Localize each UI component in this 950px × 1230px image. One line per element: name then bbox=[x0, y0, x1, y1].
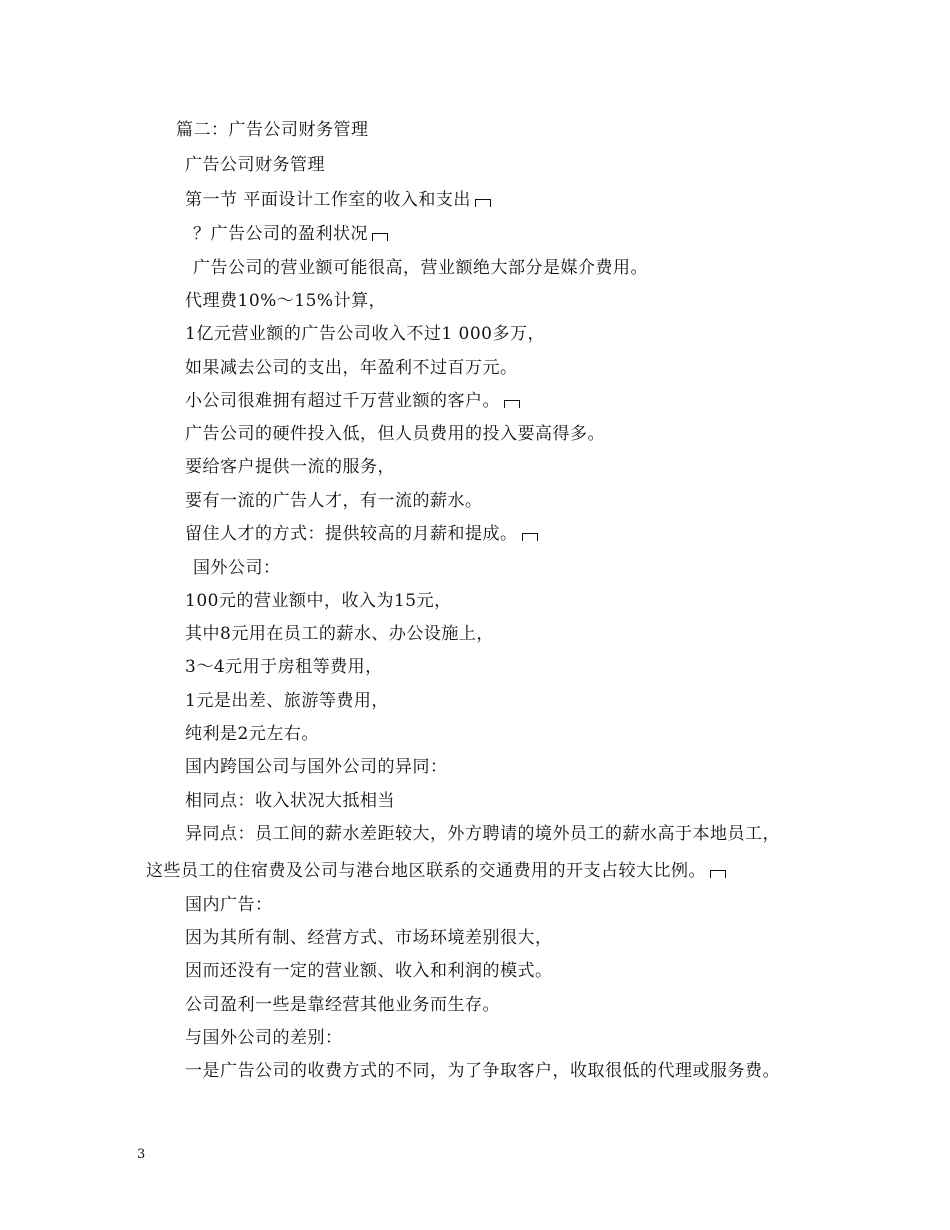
text-line: 代理费10%～15%计算， bbox=[185, 291, 387, 311]
text-line: 相同点：收入状况大抵相当 bbox=[185, 791, 395, 811]
slide-break-mark bbox=[522, 533, 538, 541]
text-line: 1亿元营业额的广告公司收入不过1 000多万， bbox=[185, 324, 545, 344]
chapter-heading: 第一节 平面设计工作室的收入和支出 bbox=[185, 188, 491, 212]
text-line: 如果减去公司的支出，年盈利不过百万元。 bbox=[185, 358, 518, 378]
text-line: 国内跨国公司与国外公司的异同： bbox=[185, 757, 448, 777]
text-line: 要有一流的广告人才，有一流的薪水。 bbox=[185, 491, 483, 511]
text-line: 国内广告： bbox=[185, 895, 273, 915]
slide-break-mark bbox=[504, 400, 520, 408]
text-line: 其中8元用在员工的薪水、办公设施上， bbox=[185, 624, 494, 644]
text-line: 3～4元用于房租等费用， bbox=[185, 657, 383, 677]
text-line: 因为其所有制、经营方式、市场环境差别很大， bbox=[185, 928, 553, 948]
text-line: 国外公司： bbox=[193, 558, 281, 578]
text-line: 广告公司的营业额可能很高，营业额绝大部分是媒介费用。 bbox=[193, 258, 648, 278]
text-line: 这些员工的住宿费及公司与港台地区联系的交通费用的开支占较大比例。 bbox=[146, 859, 726, 883]
text-line: 公司盈利一些是靠经营其他业务而生存。 bbox=[185, 995, 500, 1015]
text-line: 留住人才的方式：提供较高的月薪和提成。 bbox=[185, 522, 538, 546]
text-line: 因而还没有一定的营业额、收入和利润的模式。 bbox=[185, 961, 553, 981]
text-line: 1元是出差、旅游等费用， bbox=[185, 691, 389, 711]
slide-break-mark bbox=[710, 870, 726, 878]
text-line: 广告公司的硬件投入低，但人员费用的投入要高得多。 bbox=[185, 424, 605, 444]
subheading: ？广告公司的盈利状况 bbox=[193, 222, 388, 246]
text-line: 小公司很难拥有超过千万营业额的客户。 bbox=[185, 389, 520, 413]
page-number: 3 bbox=[137, 1147, 146, 1162]
text-line: 要给客户提供一流的服务， bbox=[185, 457, 395, 477]
slide-break-mark bbox=[475, 199, 491, 207]
text-line: 与国外公司的差别： bbox=[185, 1028, 343, 1048]
text-line: 100元的营业额中，收入为15元， bbox=[185, 591, 452, 611]
text-line: 纯利是2元左右。 bbox=[185, 724, 319, 744]
document-title: 广告公司财务管理 bbox=[185, 155, 325, 175]
section-heading: 篇二：广告公司财务管理 bbox=[176, 120, 369, 140]
text-line: 异同点：员工间的薪水差距较大，外方聘请的境外员工的薪水高于本地员工， bbox=[185, 824, 780, 844]
slide-break-mark bbox=[372, 233, 388, 241]
text-line: 一是广告公司的收费方式的不同，为了争取客户，收取很低的代理或服务费。 bbox=[185, 1061, 780, 1081]
